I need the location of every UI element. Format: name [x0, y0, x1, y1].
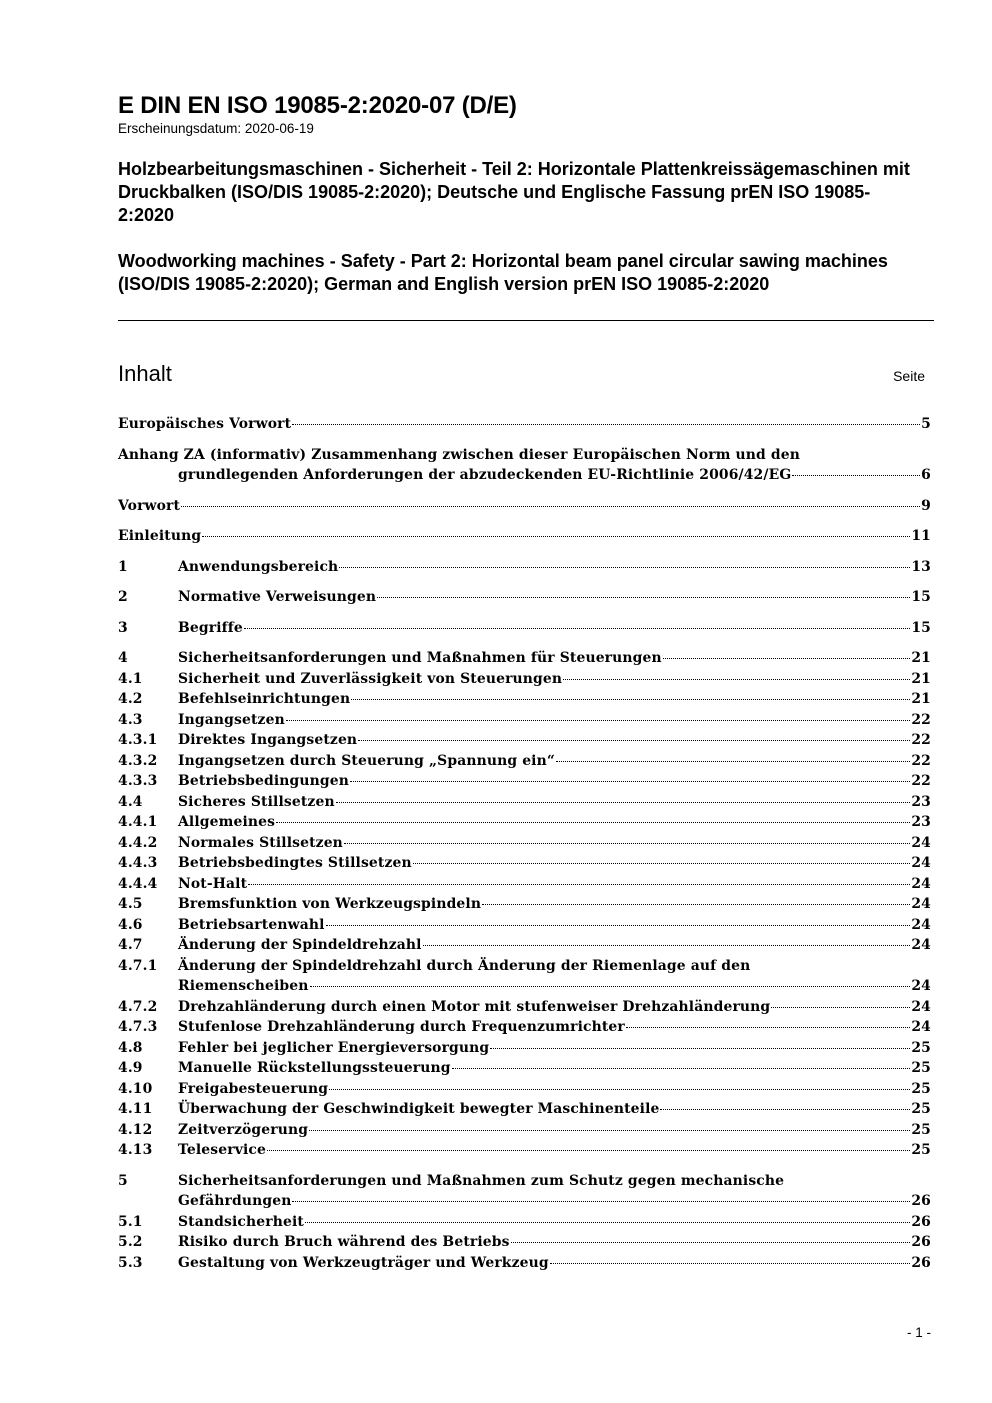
toc-entry-page: 24	[911, 1019, 931, 1035]
toc-entry-number: 4.7.1	[118, 957, 158, 974]
toc-entry-page: 24	[911, 916, 931, 933]
toc-entry[interactable]	[118, 669, 931, 690]
page-number: - 1 -	[906, 1325, 931, 1340]
toc-entry-number: 4.8	[118, 1039, 143, 1056]
toc-leader-dots	[550, 1263, 911, 1264]
toc-entry[interactable]	[118, 618, 931, 639]
toc-entry-title-continued: grundlegenden Anforderungen der abzudeckenden EU-Richtlinie 2006/42/EG	[178, 467, 792, 483]
toc-entry-number: 5.3	[118, 1254, 143, 1271]
toc-entry-page: 25	[911, 1101, 931, 1117]
toc-entry-number: 4.12	[118, 1121, 153, 1138]
toc-entry-number: 4.1	[118, 670, 143, 687]
toc-leader-dots	[792, 475, 920, 476]
toc-entry-title: Not-Halt	[178, 875, 248, 892]
toc-leader-dots	[310, 986, 911, 987]
toc-leader-dots	[490, 1048, 910, 1049]
toc-entry-page: 24	[911, 896, 931, 912]
toc-entry-page: 24	[911, 978, 931, 994]
title-english: Woodworking machines - Safety - Part 2: Horizontal beam panel circular sawing machines (ISO/DIS 19085-2:2020); German and English version prEN ISO 19085-2:2020	[118, 251, 888, 294]
toc-entry-number: 4.4	[118, 793, 143, 810]
toc-entry-page: 9	[921, 497, 931, 514]
toc-leader-dots	[286, 720, 911, 721]
toc-entry[interactable]	[118, 1253, 931, 1274]
toc-leader-dots	[660, 1109, 910, 1110]
toc-entry-page: 24	[911, 855, 931, 871]
toc-leader-dots	[292, 1201, 910, 1202]
toc-entry-title: Einleitung	[118, 528, 202, 544]
toc-entry-title: Teleservice	[178, 1142, 266, 1158]
toc-leader-dots	[326, 925, 911, 926]
toc-entry-title: Freigabesteuerung	[178, 1080, 329, 1097]
toc-entry-title: Manuelle Rückstellungssteuerung	[178, 1060, 451, 1076]
toc-entry[interactable]	[118, 1140, 931, 1161]
toc-leader-dots	[339, 567, 910, 568]
toc-entry-title: Änderung der Spindeldrehzahl durch Änderung der Riemenlage auf den	[178, 957, 751, 974]
toc-entry-number: 4	[118, 650, 128, 666]
toc-entry[interactable]	[118, 710, 931, 731]
toc-entry-number: 4.13	[118, 1142, 153, 1158]
toc-leader-dots	[181, 506, 920, 507]
toc-entry[interactable]	[118, 792, 931, 813]
toc-leader-dots	[482, 904, 910, 905]
toc-entry-page: 15	[911, 619, 931, 636]
toc-entry-number: 1	[118, 558, 128, 575]
toc-entry-title: Stufenlose Drehzahländerung durch Frequenzumrichter	[178, 1019, 625, 1035]
toc-entry[interactable]	[118, 1038, 931, 1059]
toc-leader-dots	[350, 781, 910, 782]
toc-page-column-label: Seite	[893, 368, 925, 384]
toc-entry-number: 2	[118, 589, 128, 605]
toc-entry-title: Ingangsetzen	[178, 711, 285, 728]
toc-leader-dots	[413, 863, 911, 864]
toc-entry-number: 4.7	[118, 937, 143, 953]
toc-entry-page: 24	[911, 875, 931, 892]
toc-leader-dots	[276, 822, 910, 823]
toc-entry-number: 4.11	[118, 1101, 153, 1117]
toc-entry-page: 13	[911, 558, 931, 575]
toc-entry-page: 22	[911, 752, 931, 769]
toc-leader-dots	[556, 761, 910, 762]
toc-leader-dots	[423, 945, 911, 946]
toc-entry-number: 4.2	[118, 691, 143, 707]
toc-entry-title: Anwendungsbereich	[178, 558, 339, 575]
standard-title: E DIN EN ISO 19085-2:2020-07 (D/E)	[118, 92, 517, 119]
toc-entry-page: 22	[911, 711, 931, 728]
toc-entry-title: Begriffe	[178, 619, 243, 636]
toc-entry[interactable]	[118, 1017, 931, 1038]
toc-entry-title: Sicheres Stillsetzen	[178, 793, 335, 810]
toc-entry-title: Zeitverzögerung	[178, 1121, 309, 1138]
toc-entry[interactable]	[118, 771, 931, 792]
toc-leader-dots	[344, 843, 910, 844]
toc-leader-dots	[771, 1007, 910, 1008]
toc-entry-number: 4.4.1	[118, 814, 158, 830]
toc-entry-page: 25	[911, 1142, 931, 1158]
toc-entry[interactable]	[118, 1212, 931, 1233]
toc-entry-title: Fehler bei jeglicher Energieversorgung	[178, 1039, 490, 1056]
toc-entry[interactable]	[118, 853, 931, 874]
toc-heading: Inhalt	[118, 361, 172, 386]
toc-entry-page: 24	[911, 937, 931, 953]
toc-entry-title: Allgemeines	[178, 814, 276, 830]
toc-leader-dots	[292, 424, 920, 425]
toc-leader-dots	[267, 1150, 910, 1151]
toc-entry[interactable]	[118, 874, 931, 895]
toc-leader-dots	[511, 1242, 911, 1243]
toc-entry-page: 25	[911, 1121, 931, 1138]
toc-leader-dots	[563, 679, 910, 680]
toc-entry[interactable]	[118, 730, 931, 751]
toc-entry-page: 21	[911, 670, 931, 687]
toc-entry-title: Überwachung der Geschwindigkeit bewegter Maschinenteile	[178, 1101, 660, 1117]
toc-entry-page: 22	[911, 732, 931, 748]
toc-entry-page: 15	[911, 589, 931, 605]
toc-entry[interactable]	[118, 526, 931, 547]
toc-leader-dots	[351, 699, 910, 700]
toc-entry-title-continued: Gefährdungen	[178, 1193, 292, 1209]
toc-entry-title: Standsicherheit	[178, 1213, 304, 1230]
toc-entry-page: 21	[911, 650, 931, 666]
header-divider	[118, 320, 934, 321]
toc-entry-page: 26	[911, 1234, 931, 1250]
toc-entry-page: 24	[911, 998, 931, 1015]
toc-entry-title: Vorwort	[118, 497, 181, 514]
toc-entry-number: 4.7.3	[118, 1019, 158, 1035]
toc-entry-number: 3	[118, 619, 128, 636]
toc-entry-page: 22	[911, 773, 931, 789]
toc-leader-dots	[305, 1222, 910, 1223]
toc-entry-number: 4.4.3	[118, 855, 158, 871]
toc-entry[interactable]	[118, 751, 931, 772]
toc-entry[interactable]	[118, 414, 931, 435]
toc-entry-title: Betriebsbedingungen	[178, 773, 350, 789]
toc-entry-number: 4.9	[118, 1060, 143, 1076]
toc-entry[interactable]	[118, 812, 931, 833]
toc-entry-page: 24	[911, 834, 931, 851]
toc-entry[interactable]	[118, 1079, 931, 1100]
toc-entry-number: 5.1	[118, 1213, 143, 1230]
toc-entry[interactable]	[118, 833, 931, 854]
toc-entry-title: Sicherheit und Zuverlässigkeit von Steuerungen	[178, 670, 563, 687]
toc-entry[interactable]	[118, 689, 931, 710]
toc-entry-title: Sicherheitsanforderungen und Maßnahmen zum Schutz gegen mechanische	[178, 1172, 785, 1189]
toc-entry[interactable]	[118, 915, 931, 936]
toc-entry[interactable]	[118, 894, 931, 915]
toc-entry-page: 26	[911, 1193, 931, 1209]
toc-entry-number: 4.5	[118, 896, 143, 912]
toc-entry-number: 5.2	[118, 1234, 143, 1250]
toc-entry-number: 5	[118, 1172, 128, 1189]
toc-entry[interactable]	[118, 1120, 931, 1141]
toc-entry-page: 25	[911, 1039, 931, 1056]
toc-entry[interactable]	[118, 445, 931, 486]
toc-entry-title: Bremsfunktion von Werkzeugspindeln	[178, 896, 482, 912]
toc-entry-title: Betriebsbedingtes Stillsetzen	[178, 855, 412, 871]
toc-entry-number: 4.3.2	[118, 752, 158, 769]
toc-leader-dots	[329, 1089, 910, 1090]
toc-entry[interactable]	[118, 1171, 931, 1212]
toc-entry-title: Direktes Ingangsetzen	[178, 732, 358, 748]
toc-entry-page: 26	[911, 1254, 931, 1271]
toc-entry-page: 23	[911, 793, 931, 810]
toc-entry-number: 4.3.3	[118, 773, 158, 789]
toc-leader-dots	[358, 740, 910, 741]
toc-entry-title: Normative Verweisungen	[178, 589, 377, 605]
toc-entry-number: 4.4.2	[118, 834, 158, 851]
toc-entry-title: Drehzahländerung durch einen Motor mit stufenweiser Drehzahländerung	[178, 998, 771, 1015]
toc-entry-number: 4.6	[118, 916, 143, 933]
toc-entry[interactable]	[118, 997, 931, 1018]
toc-entry[interactable]	[118, 1058, 931, 1079]
toc-entry-number: 4.7.2	[118, 998, 158, 1015]
toc-entry[interactable]	[118, 1232, 931, 1253]
title-german: Holzbearbeitungsmaschinen - Sicherheit - Teil 2: Horizontale Plattenkreissägemaschinen mit Druckbalken (ISO/DIS 19085-2:2020); Deutsche und Englische Fassung prEN ISO 19085-2:2020	[118, 159, 910, 225]
toc-entry[interactable]	[118, 956, 931, 997]
toc-entry-title: Befehlseinrichtungen	[178, 691, 351, 707]
toc-leader-dots	[248, 884, 910, 885]
publication-date: Erscheinungsdatum: 2020-06-19	[118, 121, 314, 136]
toc-entry-title: Gestaltung von Werkzeugträger und Werkzeug	[178, 1254, 549, 1271]
toc-entry[interactable]	[118, 1099, 931, 1120]
toc-entry-page: 21	[911, 691, 931, 707]
toc-entry-title: Änderung der Spindeldrehzahl	[178, 937, 422, 953]
toc-entry-title: Anhang ZA (informativ) Zusammenhang zwischen dieser Europäischen Norm und den	[118, 446, 800, 463]
toc-entry-title: Europäisches Vorwort	[118, 416, 292, 432]
toc-entry-number: 4.10	[118, 1080, 153, 1097]
toc-entry-number: 4.3	[118, 711, 143, 728]
toc-entry-page: 11	[911, 528, 931, 544]
toc-leader-dots	[663, 658, 911, 659]
toc-entry-title: Sicherheitsanforderungen und Maßnahmen für Steuerungen	[178, 650, 662, 666]
table-of-contents	[118, 414, 931, 1273]
toc-entry-number: 4.4.4	[118, 875, 158, 892]
toc-entry[interactable]	[118, 557, 931, 578]
toc-entry-page: 26	[911, 1213, 931, 1230]
toc-entry-page: 6	[921, 467, 931, 483]
toc-leader-dots	[377, 597, 910, 598]
toc-leader-dots	[336, 802, 911, 803]
toc-entry[interactable]	[118, 587, 931, 608]
toc-entry-page: 23	[911, 814, 931, 830]
toc-entry-title-continued: Riemenscheiben	[178, 978, 309, 994]
toc-entry-page: 25	[911, 1060, 931, 1076]
toc-entry-number: 4.3.1	[118, 732, 158, 748]
toc-entry[interactable]	[118, 648, 931, 669]
toc-leader-dots	[202, 536, 910, 537]
toc-entry-title: Betriebsartenwahl	[178, 916, 325, 933]
toc-entry-title: Ingangsetzen durch Steuerung „Spannung ein“	[178, 752, 556, 769]
toc-leader-dots	[309, 1130, 910, 1131]
toc-entry[interactable]	[118, 496, 931, 517]
toc-entry-page: 5	[921, 416, 931, 432]
toc-entry-page: 25	[911, 1080, 931, 1097]
toc-leader-dots	[452, 1068, 911, 1069]
toc-entry-title: Risiko durch Bruch während des Betriebs	[178, 1234, 510, 1250]
toc-entry-title: Normales Stillsetzen	[178, 834, 343, 851]
toc-leader-dots	[626, 1027, 910, 1028]
toc-leader-dots	[244, 628, 910, 629]
toc-entry[interactable]	[118, 935, 931, 956]
